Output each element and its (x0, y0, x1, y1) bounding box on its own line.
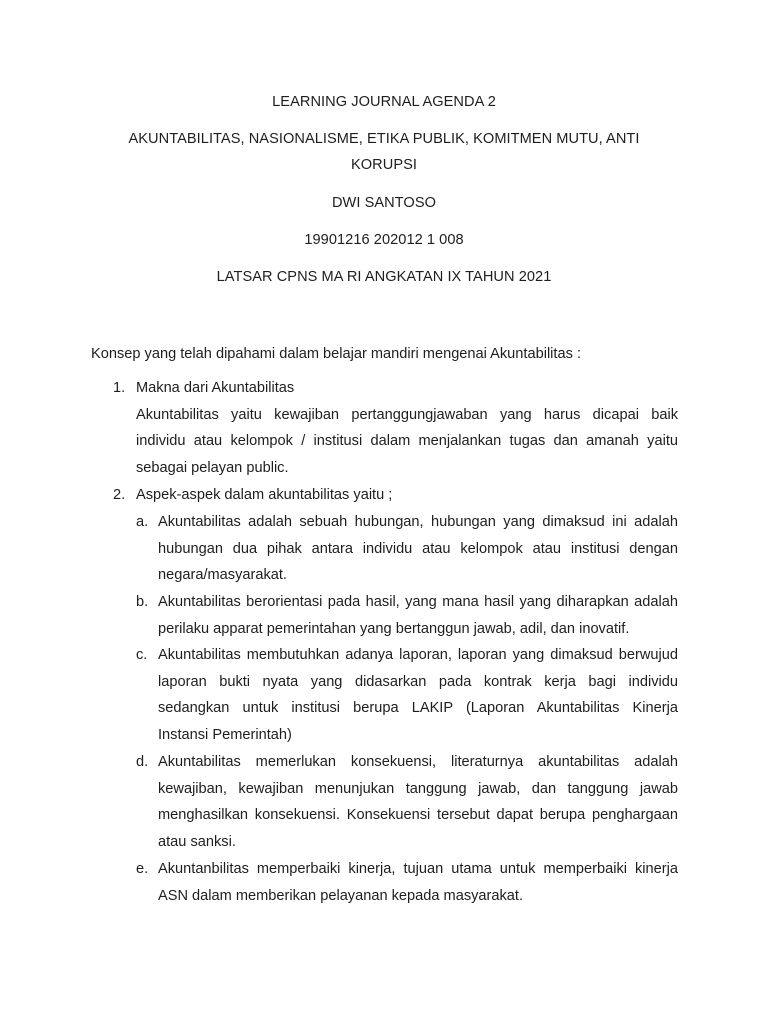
paragraph-line: negara/masyarakat. (158, 567, 287, 584)
author-name: DWI SANTOSO (331, 195, 437, 211)
sublist-marker-a: a. (136, 514, 149, 530)
sublist-item-c (158, 642, 678, 748)
sublist-marker-b: b. (136, 594, 149, 610)
paragraph-line: Akuntabilitas adalah sebuah hubungan, hubungan yang dimaksud ini adalah (158, 514, 678, 530)
paragraph-line: Akuntabilitas membutuhkan adanya laporan, laporan yang dimaksud berwujud (158, 647, 678, 663)
paragraph-line: individu atau kelompok / institusi dalam menjalankan tugas dan amanah yaitu (136, 433, 678, 450)
list-marker-1: 1. (113, 380, 126, 396)
paragraph-line: Akuntabilitas memerlukan konsekuensi, literaturnya akuntabilitas adalah (158, 754, 678, 770)
paragraph-line: menghasilkan konsekuensi. Konsekuensi tersebut dapat berupa penghargaan (158, 807, 678, 824)
paragraph-line: Akuntabilitas yaitu kewajiban pertanggungjawaban yang harus dicapai baik (136, 406, 678, 423)
paragraph-line: kewajiban, kewajiban menunjukan tanggung jawab, dan tanggung jawab (158, 780, 678, 797)
paragraph-line: sedangkan untuk institusi berupa LAKIP (Laporan Akuntabilitas Kinerja (158, 700, 678, 717)
list-item-heading: Makna dari Akuntabilitas (136, 380, 295, 396)
document-subtitle-line-1: AKUNTABILITAS, NASIONALISME, ETIKA PUBLIK, KOMITMEN MUTU, ANTI (128, 131, 640, 147)
list-item-1 (136, 375, 678, 481)
program-name: LATSAR CPNS MA RI ANGKATAN IX TAHUN 2021 (216, 269, 552, 285)
sublist-marker-e: e. (136, 861, 149, 877)
paragraph-line: Akuntabilitas berorientasi pada hasil, yang mana hasil yang diharapkan adalah (158, 594, 678, 610)
paragraph-line: perilaku apparat pemerintahan yang bertanggun jawab, adil, dan inovatif. (158, 620, 630, 637)
document-title: LEARNING JOURNAL AGENDA 2 (272, 94, 496, 110)
sublist-item-e (158, 856, 678, 909)
paragraph-line: ASN dalam memberikan pelayanan kepada masyarakat. (158, 887, 524, 904)
sublist-item-d (158, 749, 678, 855)
paragraph-line: atau sanksi. (158, 833, 236, 850)
sublist-marker-c: c. (136, 647, 148, 663)
sublist-item-a (158, 509, 678, 589)
document-subtitle-line-2: KORUPSI (350, 157, 418, 173)
sublist-item-b (158, 589, 678, 642)
list-item-heading: Aspek-aspek dalam akuntabilitas yaitu ; (136, 487, 393, 503)
paragraph-line: Akuntanbilitas memperbaiki kinerja, tujuan utama untuk memperbaiki kinerja (158, 861, 678, 877)
paragraph-line: laporan bukti nyata yang didasarkan pada kontrak kerja bagi individu (158, 673, 678, 690)
sublist-marker-d: d. (136, 754, 149, 770)
paragraph-line: hubungan dua pihak antara individu atau kelompok atau institusi dengan (158, 540, 678, 557)
list-item-2-heading-block (136, 482, 678, 509)
paragraph-line: sebagai pelayan public. (136, 459, 289, 476)
paragraph-line: Instansi Pemerintah) (158, 726, 292, 743)
author-nip: 19901216 202012 1 008 (304, 232, 464, 248)
intro-paragraph: Konsep yang telah dipahami dalam belajar mandiri mengenai Akuntabilitas : (91, 346, 582, 362)
list-marker-2: 2. (113, 487, 126, 503)
